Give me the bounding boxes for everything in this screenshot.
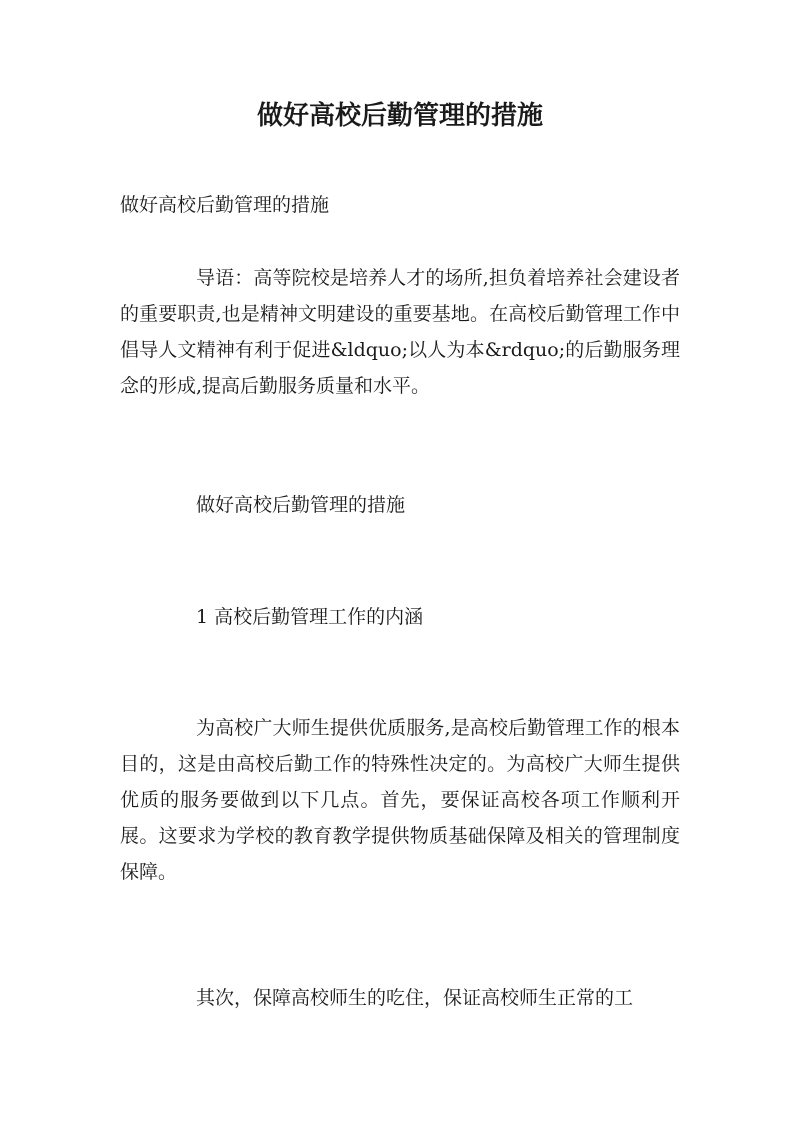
section-1-heading: 1 高校后勤管理工作的内涵 (196, 606, 424, 628)
intro-paragraph: 导语：高等院校是培养人才的场所,担负着培养社会建设者的重要职责,也是精神文明建设的重要基地。在高校后勤管理工作中倡导人文精神有利于促进&ldquo;以人为本&rdquo;的后勤服务理念的形成,提高后勤服务质量和水平。 (120, 267, 680, 397)
body-paragraph-2: 其次，保障高校师生的吃住，保证高校师生正常的工 (196, 987, 634, 1009)
body-paragraph-1: 为高校广大师生提供优质服务,是高校后勤管理工作的根本目的，这是由高校后勤工作的特殊性决定的。为高校广大师生提供优质的服务要做到以下几点。首先，要保证高校各项工作顺利开展。这要求为学校的教育教学提供物质基础保障及相关的管理制度保障。 (120, 717, 680, 883)
document-subtitle: 做好高校后勤管理的措施 (120, 194, 330, 216)
section-heading: 做好高校后勤管理的措施 (196, 494, 406, 516)
document-title: 做好高校后勤管理的措施 (256, 101, 543, 131)
